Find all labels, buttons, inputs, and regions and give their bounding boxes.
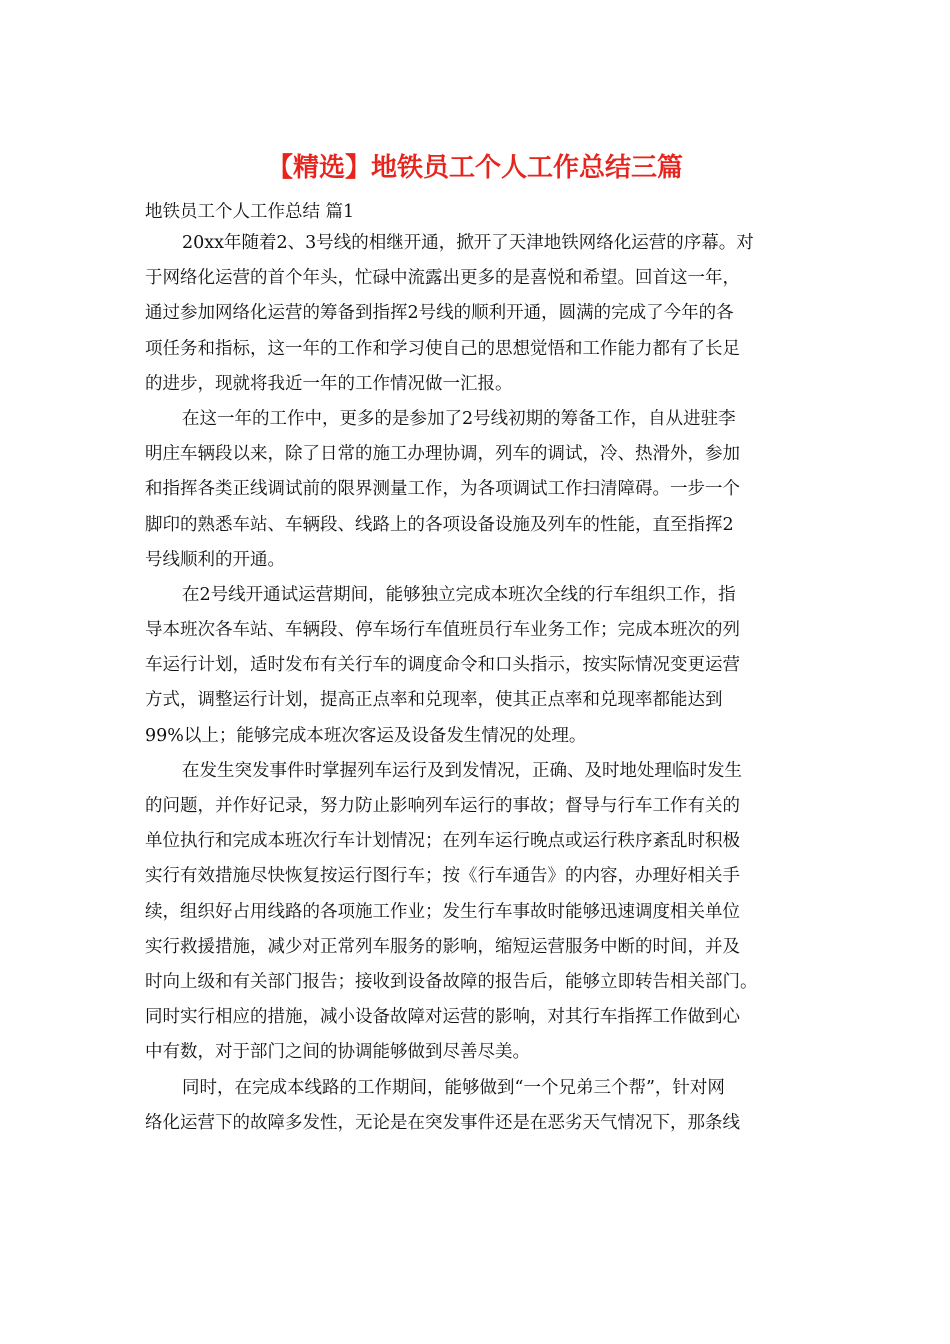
paragraph-line: 络化运营下的故障多发性，无论是在突发事件还是在恶劣天气情况下，那条线 [145,1112,740,1133]
paragraph-line: 在发生突发事件时掌握列车运行及到发情况，正确、及时地处理临时发生 [182,760,742,781]
document-title: 【精选】地铁员工个人工作总结三篇 [266,153,683,183]
paragraph-line: 导本班次各车站、车辆段、停车场行车值班员行车业务工作；完成本班次的列 [145,620,740,641]
paragraph-line: 号线顺利的开通。 [145,549,285,570]
paragraph-line: 脚印的熟悉车站、车辆段、线路上的各项设备设施及列车的性能，直至指挥2 [145,514,734,535]
paragraph-4 [145,754,805,1071]
paragraph-line: 在2号线开通试运营期间，能够独立完成本班次全线的行车组织工作，指 [182,584,736,605]
paragraph-line: 通过参加网络化运营的筹备到指挥2号线的顺利开通，圆满的完成了今年的各 [145,303,734,324]
paragraph-2 [145,402,805,578]
paragraph-line: 实行救援措施，减少对正常列车服务的影响，缩短运营服务中断的时间，并及 [145,936,740,957]
paragraph-line: 的进步，现就将我近一年的工作情况做一汇报。 [145,373,513,394]
paragraph-line: 和指挥各类正线调试前的限界测量工作，为各项调试工作扫清障碍。一步一个 [145,479,740,500]
paragraph-line: 实行有效措施尽快恢复按运行图行车；按《行车通告》的内容，办理好相关手 [145,866,740,887]
paragraph-1 [145,226,805,402]
document-body [145,226,805,1141]
paragraph-line: 项任务和指标，这一年的工作和学习使自己的思想觉悟和工作能力都有了长足 [145,338,740,359]
paragraph-line: 中有数，对于部门之间的协调能够做到尽善尽美。 [145,1042,530,1063]
paragraph-line: 在这一年的工作中，更多的是参加了2号线初期的筹备工作，自从进驻李 [182,408,736,429]
section-heading: 地铁员工个人工作总结 篇1 [145,202,355,222]
paragraph-line: 20xx年随着2、3号线的相继开通，掀开了天津地铁网络化运营的序幕。对 [182,233,754,253]
paragraph-line: 单位执行和完成本班次行车计划情况；在列车运行晚点或运行秩序紊乱时积极 [145,831,740,852]
paragraph-line: 于网络化运营的首个年头，忙碌中流露出更多的是喜悦和希望。回首这一年， [145,268,740,289]
paragraph-line: 明庄车辆段以来，除了日常的施工办理协调，列车的调试，冷、热滑外，参加 [145,444,740,465]
paragraph-5 [145,1071,805,1141]
paragraph-line: 99%以上；能够完成本班次客运及设备发生情况的处理。 [145,725,587,746]
paragraph-line: 续，组织好占用线路的各项施工作业；发生行车事故时能够迅速调度相关单位 [145,901,740,922]
paragraph-3 [145,578,805,754]
paragraph-line: 的问题，并作好记录，努力防止影响列车运行的事故；督导与行车工作有关的 [145,796,740,816]
paragraph-line: 时向上级和有关部门报告；接收到设备故障的报告后，能够立即转告相关部门。 [145,971,758,992]
paragraph-line: 车运行计划，适时发布有关行车的调度命令和口头指示，按实际情况变更运营 [145,655,740,676]
paragraph-line: 方式，调整运行计划，提高正点率和兑现率，使其正点率和兑现率都能达到 [145,690,723,711]
paragraph-line: 同时，在完成本线路的工作期间，能够做到“一个兄弟三个帮”，针对网 [182,1077,725,1098]
paragraph-line: 同时实行相应的措施，减小设备故障对运营的影响，对其行车指挥工作做到心 [145,1007,740,1028]
